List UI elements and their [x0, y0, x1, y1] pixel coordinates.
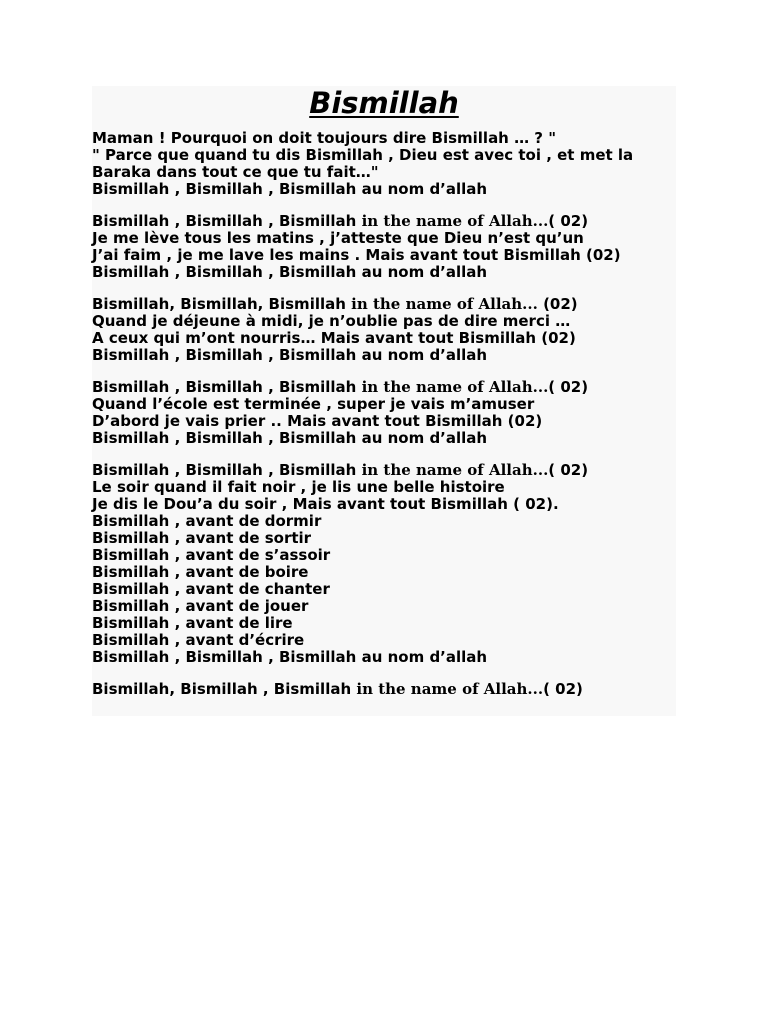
stanza-line: Bismillah , avant de dormir: [92, 512, 322, 530]
stanza-line: D’abord je vais prier .. Mais avant tout Bismillah (02): [92, 412, 543, 430]
document-content: [92, 86, 692, 713]
stanza-line: Je me lève tous les matins , j’atteste que Dieu n’est qu’un: [92, 229, 584, 247]
stanza-line: Bismillah , avant de sortir: [92, 529, 312, 547]
stanza-line: Bismillah , Bismillah , Bismillah au nom d’allah: [92, 346, 488, 364]
stanza-line: Maman ! Pourquoi on doit toujours dire Bismillah … ? ": [92, 129, 557, 147]
stanza-3: [92, 296, 692, 364]
stanza-5: [92, 462, 692, 666]
stanza-line: Bismillah , Bismillah , Bismillah au nom d’allah: [92, 263, 488, 281]
stanza-line: Quand l’école est terminée , super je vais m’amuser: [92, 395, 535, 413]
stanza-line: " Parce que quand tu dis Bismillah , Dieu est avec toi , et met la Baraka dans tout ce que tu fait…": [92, 146, 634, 181]
stanza-1: [92, 130, 692, 198]
stanza-line: [92, 681, 692, 698]
refrain-line: Bismillah , Bismillah , Bismillah in the name of Allah...( 02): [92, 378, 589, 396]
stanza-line: Bismillah , Bismillah , Bismillah au nom d’allah: [92, 180, 488, 198]
refrain-line: Bismillah , Bismillah , Bismillah in the name of Allah...( 02): [92, 461, 589, 479]
stanza-line: Bismillah , avant de lire: [92, 614, 293, 632]
stanza-line: [92, 296, 692, 313]
document-title: Bismillah: [309, 86, 459, 120]
refrain-line: Bismillah, Bismillah , Bismillah in the name of Allah...( 02): [92, 680, 583, 698]
stanza-6: [92, 681, 692, 698]
stanza-4: [92, 379, 692, 447]
stanza-line: Le soir quand il fait noir , je lis une belle histoire: [92, 478, 505, 496]
stanza-line: J’ai faim , je me lave les mains . Mais avant tout Bismillah (02): [92, 246, 621, 264]
stanza-line: Bismillah , avant d’écrire: [92, 631, 305, 649]
refrain-line: Bismillah , Bismillah , Bismillah in the name of Allah...( 02): [92, 212, 589, 230]
stanza-line: Je dis le Dou’a du soir , Mais avant tout Bismillah ( 02).: [92, 495, 559, 513]
stanza-line: Bismillah , avant de boire: [92, 563, 309, 581]
stanza-line: Bismillah , avant de s’assoir: [92, 546, 331, 564]
stanza-line: Quand je déjeune à midi, je n’oublie pas de dire merci …: [92, 312, 571, 330]
stanza-line: [92, 379, 692, 396]
stanza-line: A ceux qui m’ont nourris… Mais avant tout Bismillah (02): [92, 329, 576, 347]
stanza-2: [92, 213, 692, 281]
stanza-line: [92, 213, 692, 230]
refrain-line: Bismillah, Bismillah, Bismillah in the name of Allah... (02): [92, 295, 578, 313]
stanza-line: Bismillah , Bismillah , Bismillah au nom d’allah: [92, 648, 488, 666]
stanza-line: Bismillah , avant de chanter: [92, 580, 330, 598]
stanza-line: Bismillah , avant de jouer: [92, 597, 309, 615]
stanza-line: Bismillah , Bismillah , Bismillah au nom d’allah: [92, 429, 488, 447]
stanza-line: [92, 462, 692, 479]
